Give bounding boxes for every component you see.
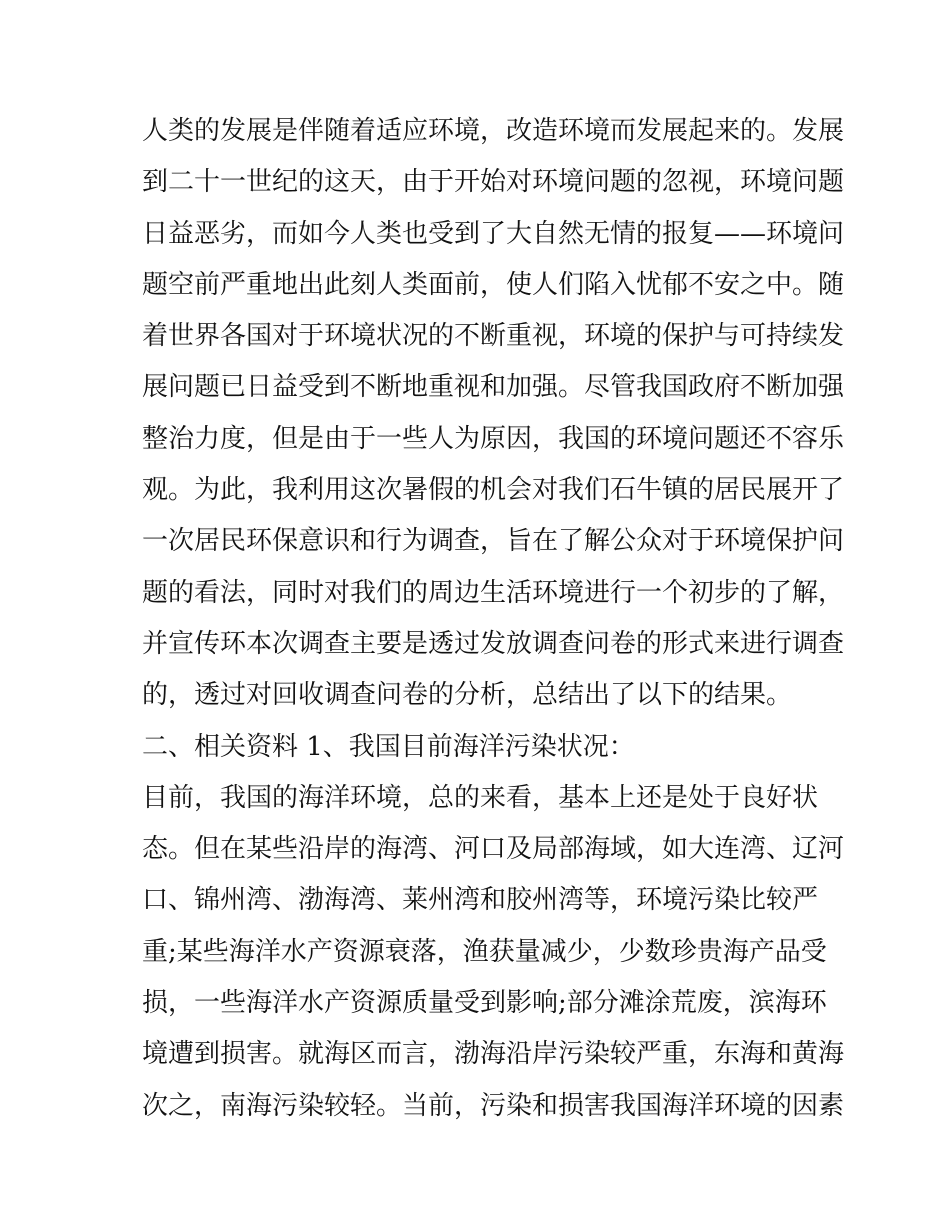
text-line-17: 重;某些海洋水产资源衰落，渔获量减少，少数珍贵海产品受 [142,936,827,967]
text-line-1: 人类的发展是伴随着适应环境，改造环境而发展起来的。发展 [142,116,845,146]
text-line-8: 观。为此，我利用这次暑假的机会对我们石牛镇的居民展开了 [142,475,845,506]
text-line-9: 一次居民环保意识和行为调查，旨在了解公众对于环境保护问 [142,526,845,557]
text-line-10: 题的看法，同时对我们的周边生活环境进行一个初步的了解， [142,577,845,608]
text-line-6: 展问题已日益受到不断地重视和加强。尽管我国政府不断加强 [142,372,845,403]
text-line-19: 境遭到损害。就海区而言，渤海沿岸污染较严重，东海和黄海 [142,1039,845,1070]
text-line-3: 日益恶劣，而如今人类也受到了大自然无情的报复——环境问 [142,218,845,249]
text-line-12: 的，透过对回收调查问卷的分析，总结出了以下的结果。 [142,680,793,711]
text-line-16: 口、锦州湾、渤海湾、莱州湾和胶州湾等，环境污染比较严 [142,885,819,916]
text-line-20: 次之，南海污染较轻。当前，污染和损害我国海洋环境的因素 [142,1090,845,1121]
text-line-4: 题空前严重地出此刻人类面前，使人们陷入忧郁不安之中。随 [142,269,845,300]
body-text [142,106,845,1132]
text-line-18: 损，一些海洋水产资源质量受到影响;部分滩涂荒废，滨海环 [142,988,827,1019]
text-line-11: 并宣传环本次调查主要是透过发放调查问卷的形式来进行调查 [142,628,845,659]
section-heading: 二、相关资料 1、我国目前海洋污染状况： [142,731,635,762]
text-line-7: 整治力度，但是由于一些人为原因，我国的环境问题还不容乐 [142,423,845,454]
text-line-14: 目前，我国的海洋环境，总的来看，基本上还是处于良好状 [142,782,819,813]
text-line-15: 态。但在某些沿岸的海湾、河口及局部海域，如大连湾、辽河 [142,834,845,865]
text-line-5: 着世界各国对于环境状况的不断重视，环境的保护与可持续发 [142,321,845,352]
text-line-2: 到二十一世纪的这天，由于开始对环境问题的忽视，环境问题 [142,167,845,198]
